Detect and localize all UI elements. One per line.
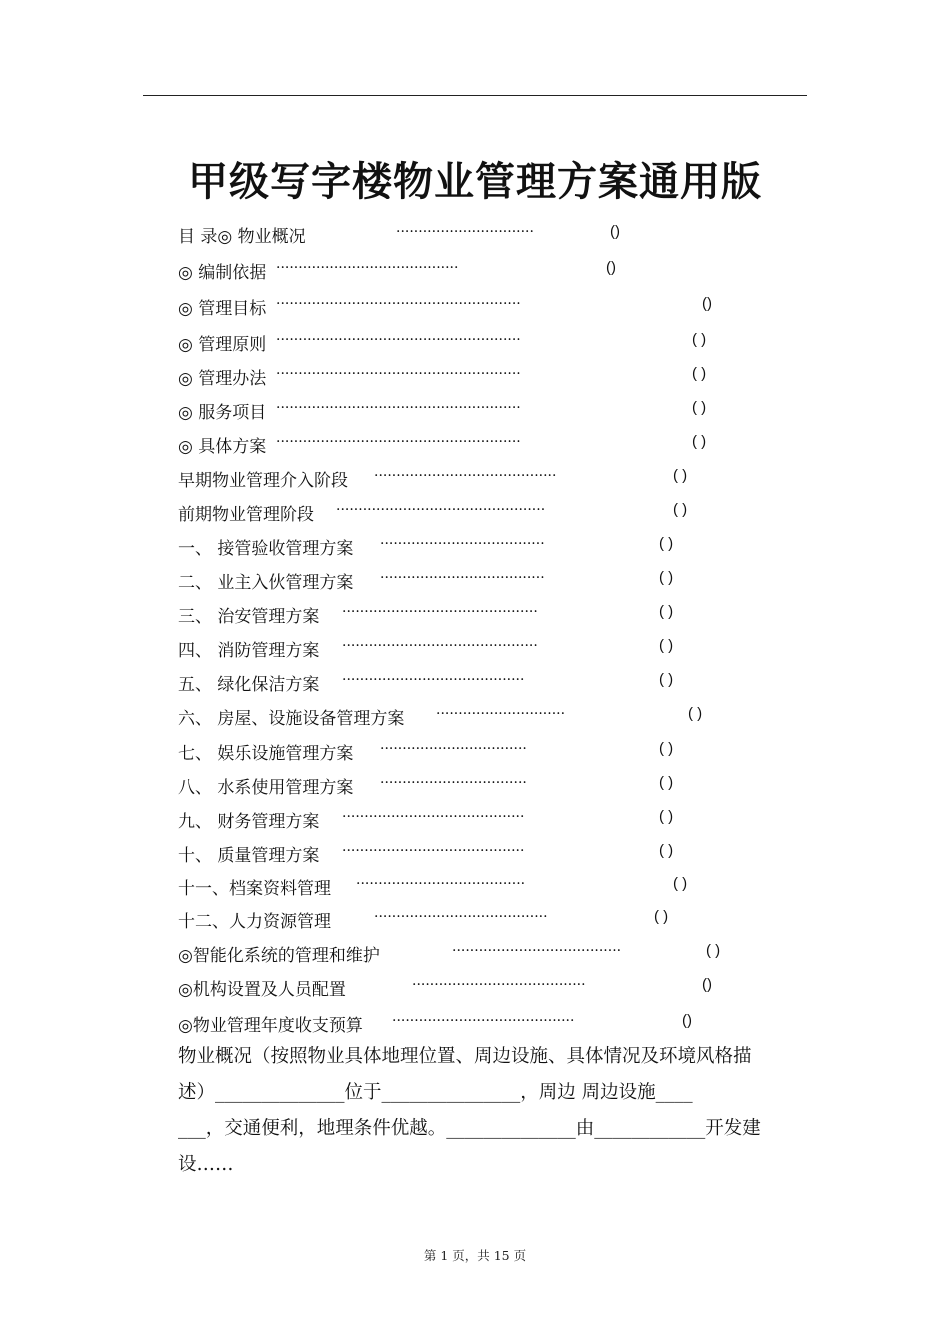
- toc-leader: ············································: [342, 638, 538, 654]
- toc-label: 四、 消防管理方案: [178, 641, 320, 661]
- toc-page-number: ( ): [659, 671, 674, 688]
- paragraph-line: 物业概况（按照物业具体地理位置、周边设施、具体情况及环境风格描: [178, 1046, 752, 1067]
- toc-label: 十一、档案资料管理: [178, 879, 331, 899]
- toc-page-number: ( ): [659, 740, 674, 757]
- toc-label: 七、 娱乐设施管理方案: [178, 744, 354, 764]
- toc-label: ◎智能化系统的管理和维护: [178, 946, 380, 966]
- toc-label: 前期物业管理阶段: [178, 505, 314, 525]
- toc-leader: ·······································: [412, 977, 586, 993]
- toc-leader: ·········································: [342, 809, 525, 825]
- toc-label: 八、 水系使用管理方案: [178, 778, 354, 798]
- toc-label: 五、 绿化保洁方案: [178, 675, 320, 695]
- toc-page-number: ( ): [673, 467, 688, 484]
- toc-page-number: ( ): [659, 842, 674, 859]
- toc-label: 三、 治安管理方案: [178, 607, 320, 627]
- toc-leader: ·······················································: [276, 332, 521, 348]
- toc-page-number: ( ): [692, 365, 707, 382]
- toc-leader: ·······························: [396, 224, 534, 240]
- toc-page-number: ( ): [659, 603, 674, 620]
- toc-label: 十、 质量管理方案: [178, 846, 320, 866]
- toc-label: 六、 房屋、设施设备管理方案: [178, 709, 405, 729]
- toc-label: ◎ 编制依据: [178, 263, 267, 283]
- toc-page-number: ( ): [654, 908, 669, 925]
- toc-leader: ······································: [356, 876, 526, 892]
- toc-label: 九、 财务管理方案: [178, 812, 320, 832]
- toc-label: 十二、人力资源管理: [178, 912, 331, 932]
- toc-label: ◎物业管理年度收支预算: [178, 1016, 363, 1036]
- toc-leader: ·········································: [342, 672, 525, 688]
- toc-leader: ······································: [452, 943, 622, 959]
- toc-leader: ············································: [342, 604, 538, 620]
- toc-page-number: (): [682, 1012, 692, 1029]
- toc-page-number: ( ): [688, 705, 703, 722]
- toc-leader: ·····································: [380, 570, 545, 586]
- toc-leader: ·········································: [342, 843, 525, 859]
- toc-page-number: (): [702, 976, 712, 993]
- toc-leader: ···············································: [336, 502, 546, 518]
- toc-label: ◎ 管理原则: [178, 335, 267, 355]
- toc-label: 早期物业管理介入阶段: [178, 471, 348, 491]
- toc-label: 二、 业主入伙管理方案: [178, 573, 354, 593]
- toc-leader: ·································: [380, 741, 527, 757]
- toc-leader: ·····························: [436, 706, 566, 722]
- toc-page-number: ( ): [659, 774, 674, 791]
- toc-page-number: (): [610, 223, 620, 240]
- toc-label: ◎ 具体方案: [178, 437, 267, 457]
- toc-leader: ·······················································: [276, 400, 521, 416]
- toc-page-number: ( ): [692, 433, 707, 450]
- paragraph-line: 设……: [178, 1154, 234, 1175]
- toc-label: ◎ 管理目标: [178, 299, 267, 319]
- header-rule: [143, 95, 807, 96]
- toc-leader: ·······················································: [276, 434, 521, 450]
- property-overview-paragraph: [178, 1039, 778, 1183]
- toc-page-number: ( ): [706, 942, 721, 959]
- toc-leader: ·········································: [374, 468, 557, 484]
- toc-label: 一、 接管验收管理方案: [178, 539, 354, 559]
- toc-page-number: ( ): [659, 808, 674, 825]
- toc-page-number: ( ): [692, 331, 707, 348]
- toc-label: 目 录◎ 物业概况: [178, 227, 306, 247]
- toc-leader: ·········································: [392, 1013, 575, 1029]
- paragraph-line: 述）______________位于_______________，周边 周边设施____: [178, 1082, 693, 1103]
- page-footer: 第 1 页，共 15 页: [423, 1248, 527, 1263]
- toc-page-number: (): [702, 295, 712, 312]
- toc-page-number: ( ): [659, 637, 674, 654]
- paragraph-line: ___，交通便利，地理条件优越。______________由____________开发建: [178, 1118, 761, 1139]
- toc-leader: ·····································: [380, 536, 545, 552]
- toc-leader: ·········································: [276, 260, 459, 276]
- toc-label: ◎ 管理办法: [178, 369, 267, 389]
- toc-page-number: ( ): [673, 501, 688, 518]
- toc-leader: ·······································: [374, 909, 548, 925]
- toc-leader: ·······················································: [276, 296, 521, 312]
- toc-label: ◎ 服务项目: [178, 403, 267, 423]
- toc-page-number: ( ): [673, 875, 688, 892]
- toc-page-number: ( ): [692, 399, 707, 416]
- toc-page-number: (): [606, 259, 616, 276]
- toc-leader: ·································: [380, 775, 527, 791]
- toc-leader: ·······················································: [276, 366, 521, 382]
- toc-label: ◎机构设置及人员配置: [178, 980, 346, 1000]
- toc-page-number: ( ): [659, 535, 674, 552]
- document-title: 甲级写字楼物业管理方案通用版: [188, 159, 762, 205]
- toc-page-number: ( ): [659, 569, 674, 586]
